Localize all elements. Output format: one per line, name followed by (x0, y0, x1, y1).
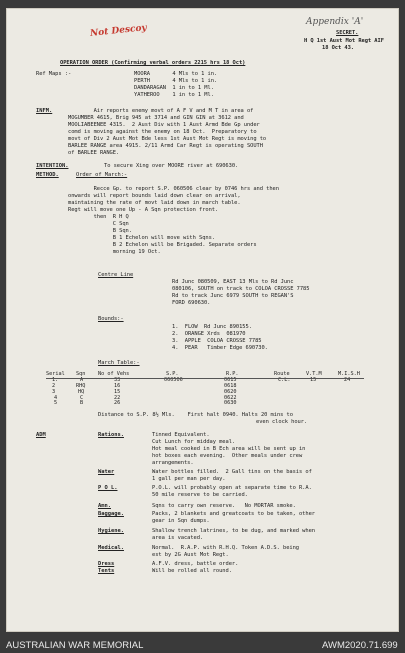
table-cell: 2 (52, 382, 56, 389)
adm-baggage-line: Packs, 2 blankets and greatcoats to be taken, other (152, 511, 315, 517)
footer-catalogue-id: AWM2020.71.699 (322, 640, 398, 651)
distance-line: Distance to S.P. 8½ Mls. First halt 0940. Halts 20 mins to (98, 412, 293, 418)
table-cell: 060506 (164, 376, 183, 383)
table-cell: 0618 (224, 382, 237, 389)
adm-rations-line: arrangements. (152, 460, 194, 466)
document-page (6, 8, 399, 632)
adm-amn-line: Sqns to carry own reserve. No MORTAR smoke. (152, 503, 296, 509)
table-cell: 0620 (224, 388, 237, 395)
adm-pol-label: P O L. (98, 485, 118, 491)
centre-line-text: 080106, SOUTH on track to COLOA CROSSE 7785 (172, 286, 310, 292)
header-date: 18 Oct 43. (322, 45, 354, 51)
bound-item: 3. APPLE COLOA CROSSE 7785 (172, 338, 262, 344)
column-header: M.I.S.H (338, 371, 360, 377)
adm-rations-line: hot boxes each evening. Other meals under crew (152, 453, 303, 459)
table-cell: 16 (114, 382, 121, 389)
info-label: INFM. (36, 108, 53, 114)
footer-institution: AUSTRALIAN WAR MEMORIAL (6, 640, 144, 651)
table-cell: 15 (114, 388, 121, 395)
method-line: morning 19 Oct. (68, 249, 161, 255)
method-line: onwards will report bounds laid down clear on arrival, (68, 193, 241, 199)
adm-dress-label: Dress (98, 561, 115, 567)
adm-pol-line: P.O.L. will probably open at separate time to R.A. (152, 485, 312, 491)
table-cell: 33 (114, 376, 121, 383)
adm-water-label: Water (98, 469, 115, 475)
method-line: Recce Gp. to report S.P. 060506 clear by 0746 hrs and then (68, 186, 279, 192)
column-header: Route (274, 371, 290, 377)
handwritten-pencil-note: Appendix 'A' (306, 17, 364, 27)
adm-amn-label: Amn. (98, 503, 111, 509)
ref-map-2: PERTH 4 Mls to 1 in. (134, 78, 218, 84)
method-line: maintaining the rate of movt laid down in march table. (68, 200, 241, 206)
table-cell: 22 (114, 394, 121, 401)
bound-item: 2. ORANGE Xrds 081970 (172, 331, 246, 337)
method-line: Regt will move one Up - A Sqn protection front. (68, 207, 219, 213)
table-cell: 0615 (224, 376, 237, 383)
adm-hygiene-line: area is vacated. (152, 535, 204, 541)
method-line: then R H Q (68, 214, 129, 220)
order-title: OPERATION ORDER (Confirming verbal orders 2215 hrs 18 Oct) (60, 60, 246, 66)
column-header: S.P. (166, 371, 179, 377)
table-cell: 24 (344, 376, 351, 383)
method-line: B Sqn. (68, 228, 132, 234)
table-cell: A (80, 376, 84, 383)
order-of-march-heading: Order of March:- (76, 172, 128, 178)
centre-line-label: Centre Line (98, 272, 134, 278)
info-line: movt of Div 2 Aust Mot Bde less 1st Aust Mot Regt is moving to (68, 136, 267, 142)
bounds-label: Bounds:- (98, 316, 124, 322)
adm-water-line: 1 gall per man per day. (152, 476, 226, 482)
adm-tents-label: Tents (98, 568, 115, 574)
table-row (46, 401, 376, 407)
adm-rations-line: Hot meal cooked in B Ech area will be sent up in (152, 446, 306, 452)
adm-baggage-label: Baggage. (98, 511, 124, 517)
info-line: comd is moving against the enemy on 18 Oct. Preparatory to (68, 129, 257, 135)
march-table-label: March Table:- (98, 360, 140, 366)
adm-tents-line: Will be rolled all round. (152, 568, 232, 574)
ref-maps-label: Ref Maps :- (36, 71, 72, 77)
table-cell: HQ (78, 388, 85, 395)
adm-dress-line: A.F.V. dress, battle order. (152, 561, 239, 567)
column-header: Sqn (76, 371, 86, 377)
centre-line-text: FORD 690630. (172, 300, 211, 306)
bound-item: 1. FLOW Rd Junc 890155. (172, 324, 252, 330)
method-label: METHOD. (36, 172, 59, 178)
ref-map-3: DANDARAGAN 1 in to 1 Ml. (134, 85, 214, 91)
column-header: No of Vehs (98, 371, 130, 377)
adm-hygiene-label: Hygiene. (98, 528, 124, 534)
adm-medical-line: Normal. R.A.P. with R.H.Q. Token A.D.S. being (152, 545, 299, 551)
header-unit: H Q 1st Aust Mot Regt AIF (304, 38, 384, 44)
table-cell: 15 (310, 376, 317, 383)
info-line: MOGUMBER 4615, Brig 945 at 3714 and GIN GIN at 3612 and (68, 115, 244, 121)
adm-rations-line: Tinned Equivalent. (152, 432, 210, 438)
bound-item: 4. PEAR Timber Edge 690730. (172, 345, 268, 351)
table-cell: 1. (52, 376, 59, 383)
table-cell: C.L. (278, 376, 291, 383)
table-cell: RHQ (76, 382, 86, 389)
ref-map-4: YATHEROO 1 in to 1 Ml. (134, 92, 214, 98)
adm-rations-label: Rations. (98, 432, 124, 438)
archive-footer (0, 636, 405, 653)
info-line: BARLEE RANGE area 4915. 2/11 Armd Car Regt is operating SOUTH (68, 143, 263, 149)
adm-hygiene-line: Shallow trench latrines, to be dug, and marked when (152, 528, 315, 534)
info-line: Air reports enemy movt of A F V and M T in area of (68, 108, 254, 114)
method-line: B 2 Echelon will be Brigaded. Separate orders (68, 242, 257, 248)
ref-map-1: MOORA 4 Mls to 1 in. (134, 71, 218, 77)
adm-rations-line: Cut Lunch for midday meal. (152, 439, 236, 445)
info-line: MOOLIABEENEE 4315. 2 Aust Div with 1 Aust Armd Bde Gp under (68, 122, 260, 128)
table-cell: 26 (114, 400, 121, 407)
table-cell: 0630 (224, 400, 237, 407)
adm-medical-label: Medical. (98, 545, 124, 551)
table-cell: C (80, 394, 84, 401)
table-cell: B (80, 400, 84, 407)
handwritten-red-note: Not Descoy (89, 23, 148, 39)
table-cell: 0622 (224, 394, 237, 401)
adm-pol-line: 50 mile reserve to be carried. (152, 492, 248, 498)
method-line: C Sqn (68, 221, 129, 227)
table-header-rule (46, 378, 364, 379)
info-line: of BARLEE RANGE. (68, 150, 120, 156)
adm-water-line: Water bottles filled. 2 Gall tins on the basis of (152, 469, 312, 475)
table-cell: 3 (52, 388, 56, 395)
secret-marking: SECRET. (336, 30, 359, 36)
centre-line-text: Rd Junc 080509, EAST 13 Mls to Rd Junc (172, 279, 294, 285)
table-cell: 4 (54, 394, 58, 401)
adm-label: ADM (36, 432, 46, 438)
distance-line-cont: even clock hour. (256, 419, 308, 425)
column-header: V.T.M (306, 371, 322, 377)
column-header: R.P. (226, 371, 239, 377)
method-line: B 1 Echelon will move with Sqns. (68, 235, 215, 241)
adm-baggage-line: gear in Sqn dumps. (152, 518, 210, 524)
centre-line-text: Rd to track Junc 6979 SOUTH to REGAN'S (172, 293, 294, 299)
adm-medical-line: est by 2G Aust Mot Regt. (152, 552, 229, 558)
intention-text: To secure Xing over MOORE river at 690630. (104, 163, 239, 169)
intention-label: INTENTION. (36, 163, 69, 169)
table-cell: 5 (54, 400, 58, 407)
column-header: Serial (46, 371, 65, 377)
